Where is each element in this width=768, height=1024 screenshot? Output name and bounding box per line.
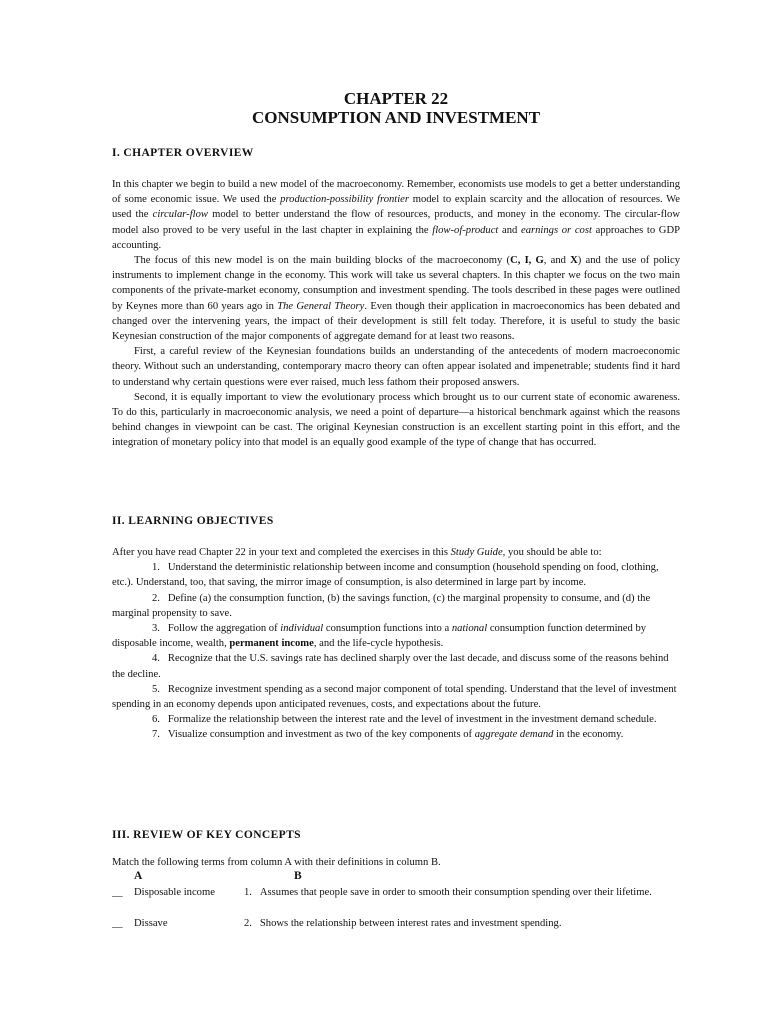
objective-item: 7. Visualize consumption and investment as two of the key components of aggregate demand in the economy.	[152, 729, 624, 741]
objectives-section	[112, 545, 680, 743]
objective-item: 2. Define (a) the consumption function, (b) the savings function, (c) the marginal propensity to consume, and (d) the marginal propensity to save.	[112, 592, 651, 619]
match-term: Disposable income	[134, 887, 215, 898]
answer-blank[interactable]: __	[112, 887, 123, 898]
objectives-list	[112, 560, 680, 742]
section-heading-review: III. REVIEW OF KEY CONCEPTS	[112, 829, 301, 841]
column-a-header: A	[134, 870, 143, 882]
overview-paragraph-4: Second, it is equally important to view the evolutionary process which brought us to our current state of economic awareness. To do this, particularly in macroeconomic analysis, we need a point of departure—a historical benchmark against which the reasons behind changes in viewpoint can be cast. The original Keynesian construction is an excellent starting point in this effort, and the integration of monetary policy into that model is an equally good example of the type of change that has occurred.	[112, 391, 680, 449]
section-heading-objectives: II. LEARNING OBJECTIVES	[112, 515, 274, 527]
match-term: Dissave	[134, 918, 168, 929]
objective-item: 1. Understand the deterministic relationship between income and consumption (household spending on food, clothing, etc.). Understand, too, that saving, the mirror image of consumption, is also determined in large part by income.	[112, 562, 659, 589]
match-definition: 1. Assumes that people save in order to smooth their consumption spending over their lifetime.	[244, 887, 652, 898]
document-page	[112, 0, 680, 1024]
chapter-number: CHAPTER 22	[343, 89, 449, 108]
objective-item: 5. Recognize investment spending as a second major component of total spending. Understand that the level of investment spending in an economy depends upon anticipated revenues, costs, and expectations about the future.	[112, 683, 677, 711]
overview-paragraph-2: The focus of this new model is on the main building blocks of the macroeconomy (C, I, G, and X) and the use of policy instruments to implement change in the economy. This work will take us several chapters. In this chapter we focus on the two main components of the private-market economy, consumption and investment spending. The tools described in these pages were outlined by Keynes more than 60 years ago in The General Theory. Even though their application in macroeconomics has been debated and changed over the intervening years, the impact of their development is still felt today. Therefore, it is useful to study the basic Keynesian construction of the major components of aggregate demand for at least two reasons.	[112, 255, 680, 343]
section-heading-overview: I. CHAPTER OVERVIEW	[112, 147, 254, 159]
objective-item: 4. Recognize that the U.S. savings rate has declined sharply over the last decade, and discuss some of the reasons behind the decline.	[112, 653, 669, 680]
chapter-title: CONSUMPTION AND INVESTMENT	[251, 108, 541, 127]
objective-item: 3. Follow the aggregation of individual consumption functions into a national consumption function determined by disposable income, wealth, permanent income, and the life-cycle hypothesis.	[112, 623, 647, 650]
column-b-header: B	[294, 870, 302, 882]
overview-paragraph-1: In this chapter we begin to build a new model of the macroeconomy. Remember, economists use models to get a better understanding of some economic issue. We used the production-possibility frontier model to explain scarcity and the allocation of resources. We used the circular-flow model to better understand the flow of resources, products, and money in the economy. The circular-flow model also proved to be very useful in the last chapter in explaining the flow-of-product and earnings or cost approaches to GDP accounting.	[112, 179, 681, 251]
answer-blank[interactable]: __	[112, 918, 123, 929]
objective-item: 6. Formalize the relationship between the interest rate and the level of investment in the investment demand schedule.	[152, 714, 657, 726]
review-intro: Match the following terms from column A with their definitions in column B.	[112, 857, 441, 868]
overview-paragraph-3: First, a careful review of the Keynesian foundations builds an understanding of the antecedents of modern macroeconomic theory. Without such an understanding, contemporary macro theory can often appear isolated and impenetrable; students find it hard to understand why certain questions were ever raised, much less fathom their proposed answers.	[112, 346, 680, 388]
chapter-header	[112, 89, 680, 127]
overview-section	[112, 177, 680, 451]
match-definition: 2. Shows the relationship between interest rates and investment spending.	[244, 918, 562, 929]
objectives-intro: After you have read Chapter 22 in your text and completed the exercises in this Study Guide, you should be able to:	[112, 547, 602, 558]
